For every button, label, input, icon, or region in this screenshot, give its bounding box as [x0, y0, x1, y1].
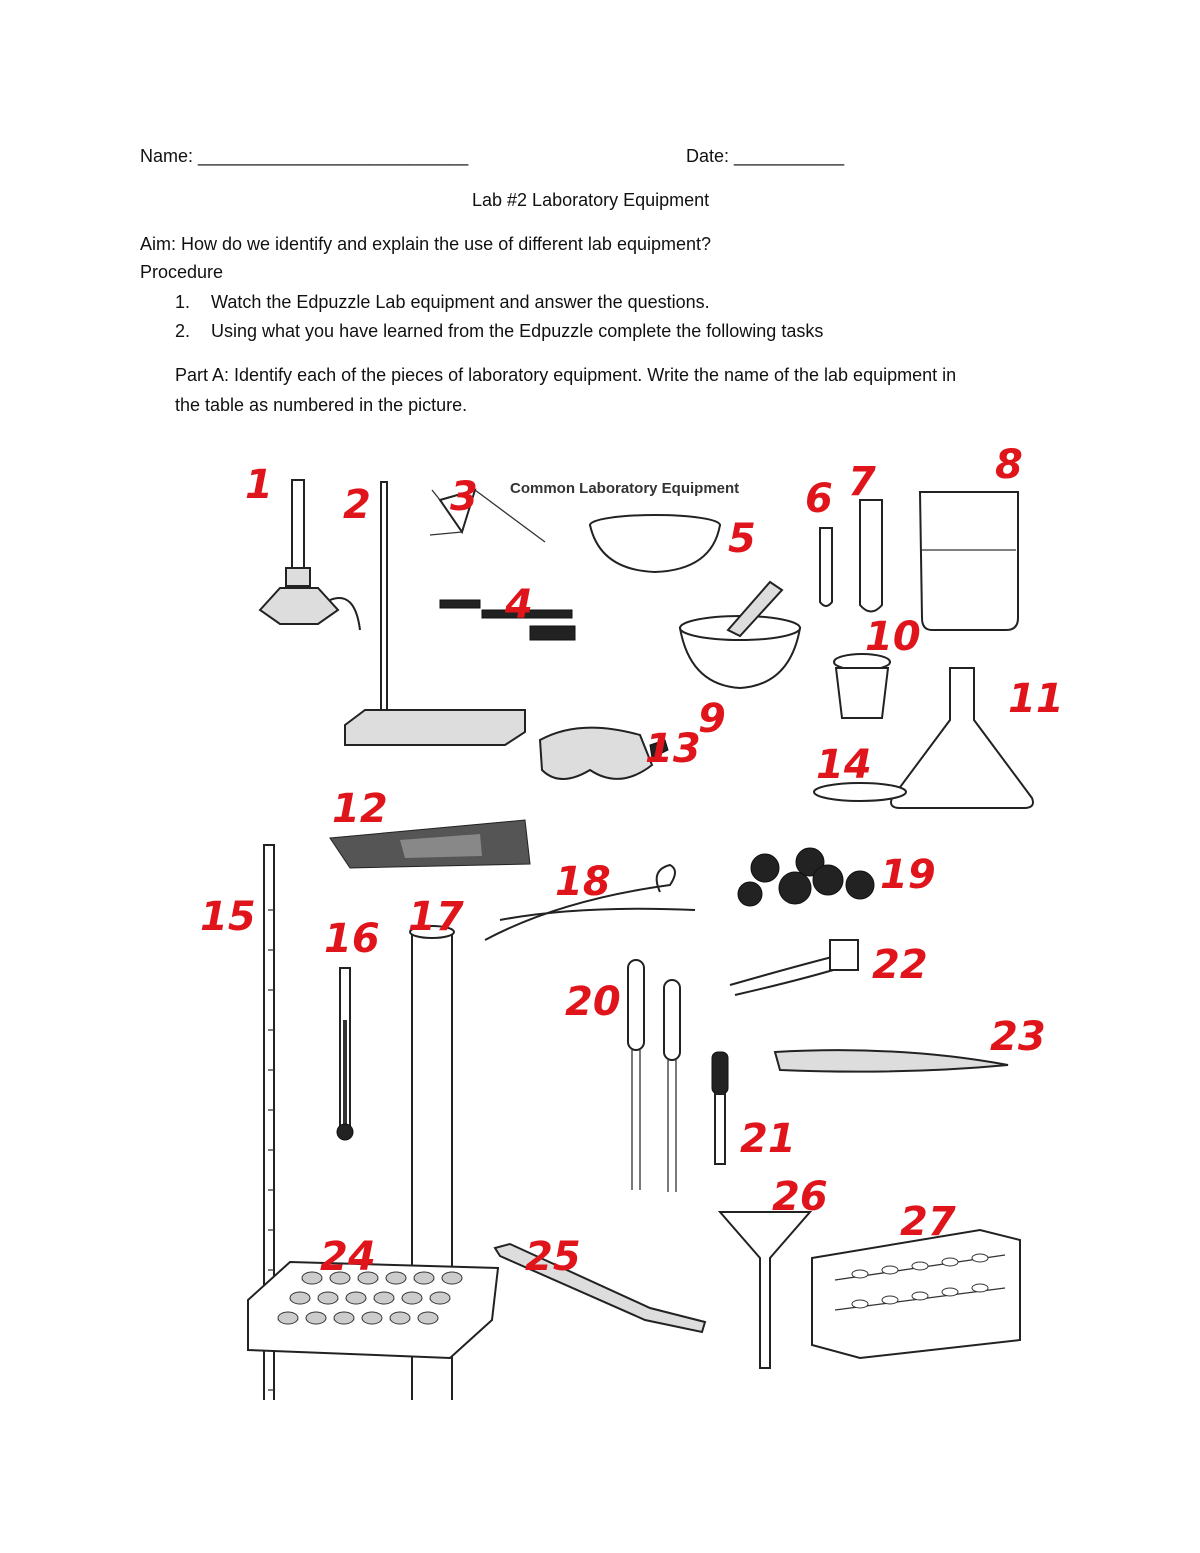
thermometer-icon [337, 968, 353, 1140]
pipette-icon [628, 960, 644, 1190]
label-8: 8 [995, 442, 1023, 488]
label-11: 11 [1008, 676, 1064, 722]
procedure-step-num: 1. [175, 292, 191, 312]
label-2: 2 [343, 482, 371, 528]
procedure-step-text: Watch the Edpuzzle Lab equipment and answer the questions. [211, 292, 710, 312]
name-field: Name: ___________________________ [140, 146, 469, 166]
crucible-icon [834, 654, 890, 718]
label-5: 5 [728, 516, 756, 562]
label-24: 24 [320, 1234, 376, 1280]
label-10: 10 [865, 614, 921, 660]
label-18: 18 [555, 859, 611, 905]
procedure-step-num: 2. [175, 321, 191, 341]
test-tube-rack-icon [812, 1230, 1020, 1358]
procedure-heading: Procedure [140, 262, 224, 282]
funnel-icon [720, 1212, 810, 1368]
rubber-stoppers-icon [738, 848, 874, 906]
label-27: 27 [900, 1199, 956, 1245]
label-19: 19 [880, 852, 936, 898]
forceps-icon [775, 1050, 1008, 1071]
part-a-instructions: Part A: Identify each of the pieces of laboratory equipment. Write the name of the lab equipment in [175, 365, 957, 385]
pipette-icon [664, 980, 680, 1192]
test-tube-holder-icon [730, 940, 858, 995]
label-26: 26 [772, 1174, 828, 1220]
label-23: 23 [990, 1014, 1046, 1060]
beaker-icon [920, 492, 1018, 630]
figure-caption: Common Laboratory Equipment [510, 480, 740, 497]
test-tube-icon [860, 500, 882, 612]
date-field: Date: ___________ [686, 146, 845, 166]
label-25: 25 [525, 1234, 581, 1280]
label-13: 13 [645, 726, 701, 772]
part-a-instructions-cont: the table as numbered in the picture. [175, 395, 468, 415]
test-tube-icon [820, 528, 832, 606]
label-16: 16 [324, 916, 380, 962]
mortar-pestle-icon [680, 582, 800, 688]
label-21: 21 [740, 1116, 796, 1162]
label-20: 20 [565, 979, 621, 1025]
label-4: 4 [505, 582, 533, 628]
label-1: 1 [245, 462, 273, 508]
label-9: 9 [698, 696, 726, 742]
label-15: 15 [200, 894, 256, 940]
label-3: 3 [450, 474, 478, 520]
label-7: 7 [848, 459, 876, 505]
aim-text: Aim: How do we identify and explain the use of different lab equipment? [140, 234, 712, 254]
evaporating-dish-icon [590, 515, 720, 572]
page-title: Lab #2 Laboratory Equipment [472, 190, 710, 210]
procedure-step-text: Using what you have learned from the Edpuzzle complete the following tasks [211, 321, 824, 341]
clay-triangle-icon [430, 490, 545, 542]
label-12: 12 [332, 786, 388, 832]
label-6: 6 [805, 476, 833, 522]
label-22: 22 [872, 942, 928, 988]
label-17: 17 [408, 894, 464, 940]
dropper-icon [712, 1052, 728, 1164]
label-14: 14 [816, 742, 872, 788]
lab-equipment-figure [200, 440, 1080, 1400]
